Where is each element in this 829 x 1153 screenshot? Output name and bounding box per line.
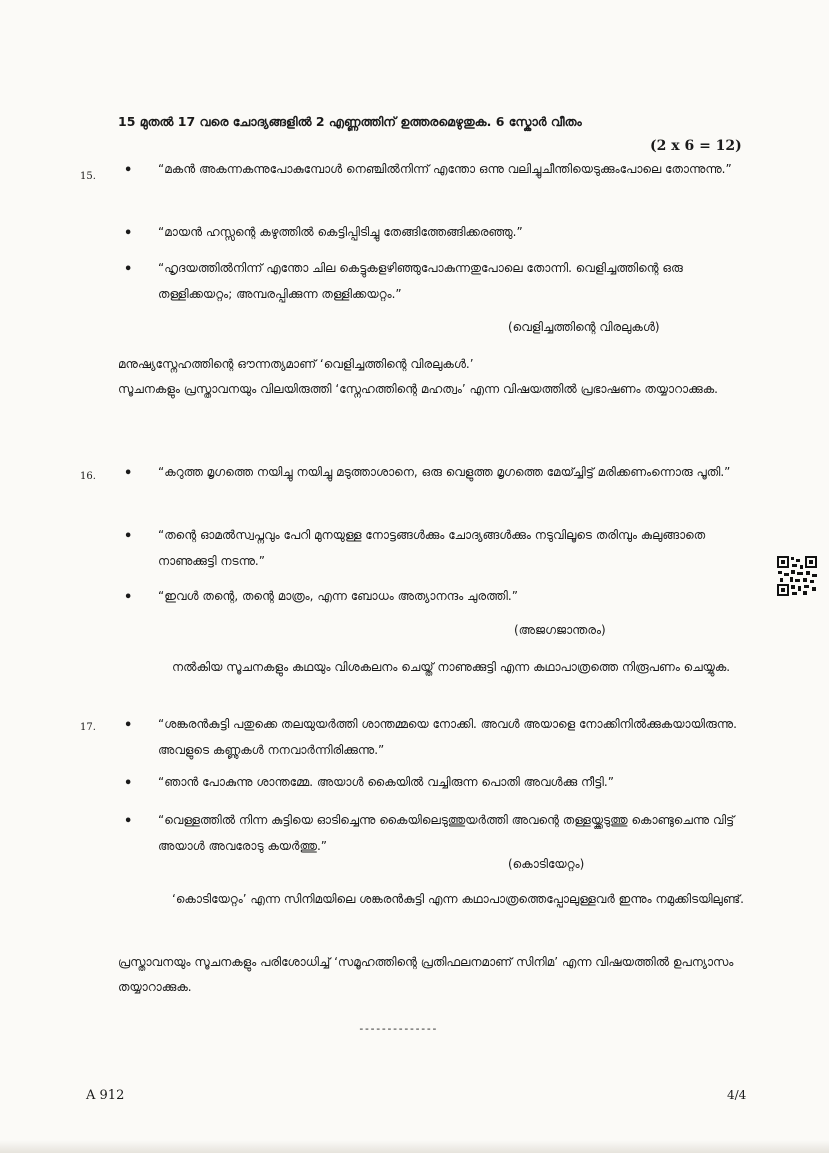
end-separator: -------------- xyxy=(358,1022,437,1035)
question-16-source: (അജഗജാന്തരം) xyxy=(514,623,606,637)
bullet: • xyxy=(124,529,133,544)
bullet: • xyxy=(124,226,133,241)
paper-code: A 912 xyxy=(86,1088,125,1103)
question-15-task: സൂചനകളും പ്രസ്താവനയും വിലയിരുത്തി ‘സ്നേഹത്തിന്റെ മഹത്വം’ എന്ന വിഷയത്തിൽ പ്രഭാഷണം തയ്യാറാക്കുക. xyxy=(118,382,718,396)
question-17-task: പ്രസ്താവനയും സൂചനകളും പരിശോധിച്ച് ‘സമൂഹത്തിന്റെ പ്രതിഫലനമാണ് സിനിമ’ എന്ന വിഷയത്തിൽ ഉപന്യാസം തയ്യാറാക്കുക. xyxy=(118,955,734,994)
bullet: • xyxy=(124,718,133,733)
qr-code-icon xyxy=(776,555,818,597)
question-15-quote-3: “ഹൃദയത്തിൽനിന്ന് എന്തോ ചില കെട്ടുകളഴിഞ്ഞുപോകുന്നതുപോലെ തോന്നി. വെളിച്ചത്തിന്റെ ഒരു തള്ളിക്കയറ്റം; അമ്പരപ്പിക്കുന്ന തള്ളിക്കയറ്റം.” xyxy=(158,261,683,301)
question-16-quote-3: “ഇവൾ തന്റെ, തന്റെ മാത്രം, എന്ന ബോധം അത്യാനന്ദം ചുരത്തി.” xyxy=(158,589,518,603)
question-16-task: നൽകിയ സൂചനകളും കഥയും വിശകലനം ചെയ്ത് നാണുക്കുട്ടി എന്ന കഥാപാത്രത്തെ നിരൂപണം ചെയ്യുക. xyxy=(172,660,731,674)
question-15-quote-1: “മകൻ അകന്നകന്നുപോകുമ്പോൾ നെഞ്ചിൽനിന്ന് എന്തോ ഒന്നു വലിച്ചുചീന്തിയെടുക്കുംപോലെ തോന്നുന്നു.” xyxy=(158,162,732,176)
page-edge xyxy=(0,1140,829,1153)
question-17-number: 17. xyxy=(80,722,96,733)
question-17-quote-1: “ശങ്കരൻകുട്ടി പതുക്കെ തലയുയർത്തി ശാന്തമ്മയെ നോക്കി. അവൾ അയാളെ നോക്കിനിൽക്കുകയായിരുന്നു. അവളുടെ കണ്ണുകൾ നനവാർന്നിരിക്കുന്നു.” xyxy=(158,717,737,757)
question-17-quote-2: “ഞാൻ പോകുന്നു ശാന്തമ്മേ. അയാൾ കൈയിൽ വച്ചിരുന്ന പൊതി അവൾക്കു നീട്ടി.” xyxy=(158,775,614,789)
score-info: (2 x 6 = 12) xyxy=(650,138,742,154)
question-15-statement: മനുഷ്യസ്നേഹത്തിന്റെ ഔന്നത്യമാണ് ‘വെളിച്ചത്തിന്റെ വിരലുകൾ.’ xyxy=(118,357,474,371)
question-15-quote-2: “മായൻ ഹസ്സന്റെ കഴുത്തിൽ കെട്ടിപ്പിടിച്ചു തേങ്ങിത്തേങ്ങിക്കരഞ്ഞു.” xyxy=(158,225,523,239)
bullet: • xyxy=(124,163,133,178)
question-17-statement: ‘കൊടിയേറ്റം’ എന്ന സിനിമയിലെ ശങ്കരൻകുട്ടി എന്ന കഥാപാത്രത്തെപ്പോലുള്ളവർ ഇന്നും നമുക്കിടയിലുണ്ട്. xyxy=(172,892,744,906)
question-16-number: 16. xyxy=(80,471,96,482)
question-16-quote-1: “കറുത്ത മൃഗത്തെ നയിച്ചു നയിച്ചു മടുത്താശാനെ, ഒരു വെളുത്ത മൃഗത്തെ മേയ്ച്ചിട്ട് മരിക്കണംന്നൊരു പൂതി.” xyxy=(158,465,731,479)
bullet: • xyxy=(124,466,133,481)
question-16-quote-2: “തന്റെ ഓമൽസ്വപ്നവും പേറി മുനയുള്ള നോട്ടങ്ങൾക്കും ചോദ്യങ്ങൾക്കും നടുവിലൂടെ തരിമ്പും കുലുങ്ങാതെ നാണുക്കുട്ടി നടന്നു.” xyxy=(158,528,706,568)
question-17-source: (കൊടിയേറ്റം) xyxy=(508,857,585,871)
question-17-quote-3: “വെള്ളത്തിൽ നിന്ന കുട്ടിയെ ഓടിച്ചെന്നു കൈയിലെടുത്തുയർത്തി അവന്റെ തള്ളയ്ക്കടുത്തു കൊണ്ടുചെന്നു വിട്ട് അയാൾ അവരോടു കയർത്തു.” xyxy=(158,813,735,853)
bullet: • xyxy=(124,262,133,277)
question-15-number: 15. xyxy=(80,171,96,182)
bullet: • xyxy=(124,590,133,605)
question-15-source: (വെളിച്ചത്തിന്റെ വിരലുകൾ) xyxy=(508,320,660,334)
section-instruction: 15 മുതൽ 17 വരെ ചോദ്യങ്ങളിൽ 2 എണ്ണത്തിന് ഉത്തരമെഴുതുക. 6 സ്കോർ വീതം xyxy=(118,114,582,129)
bullet: • xyxy=(124,814,133,829)
page-number: 4/4 xyxy=(727,1088,747,1102)
bullet: • xyxy=(124,776,133,791)
